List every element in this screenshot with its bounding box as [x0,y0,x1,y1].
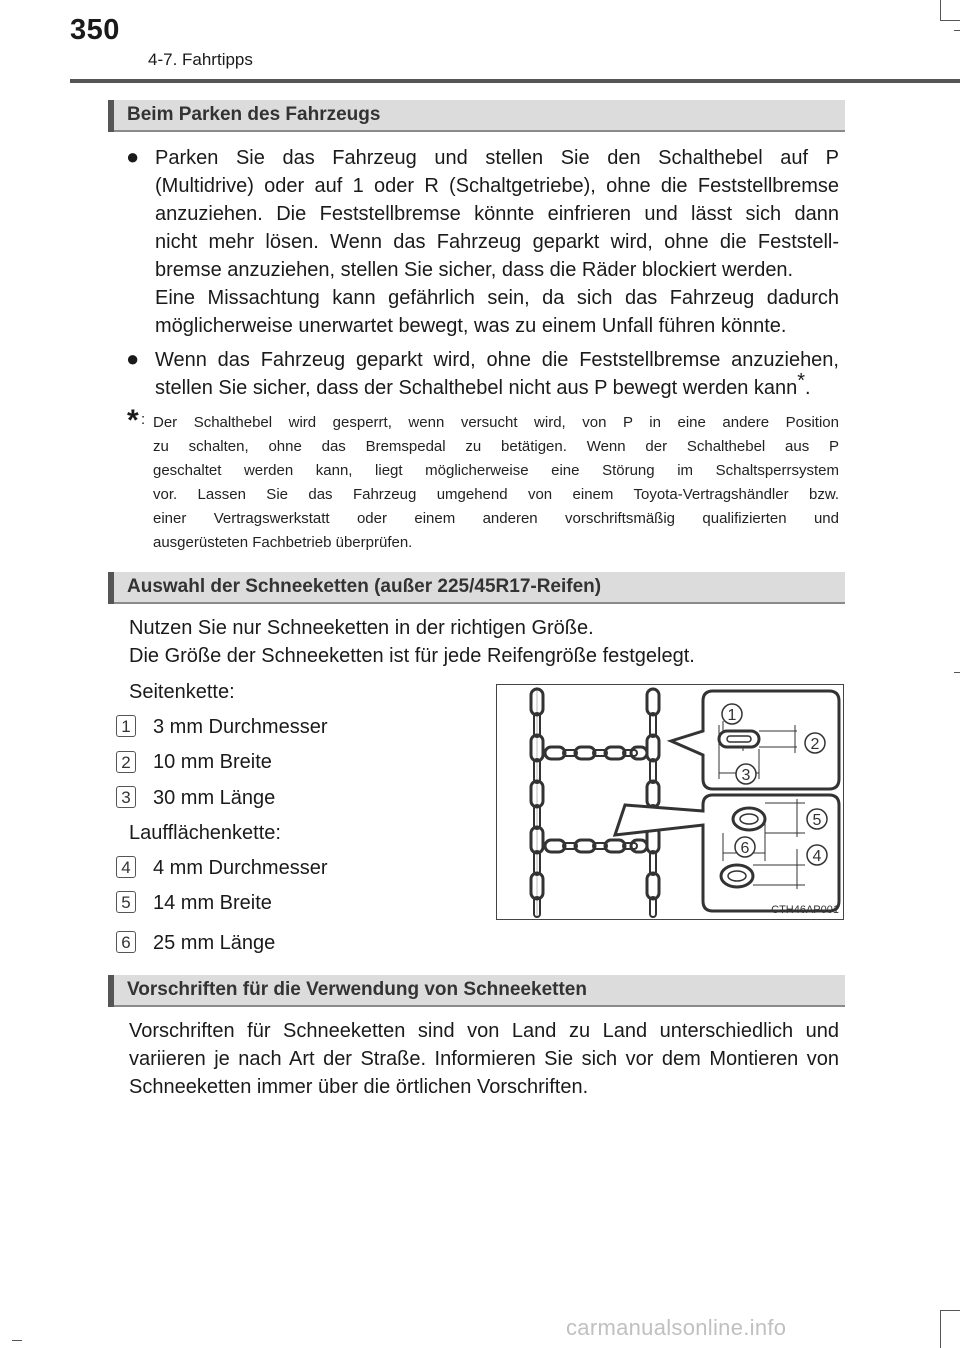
bullet-icon: ● [126,144,140,169]
text-line [155,370,855,402]
footnote-line: Der Schalthebel wird gesperrt, wenn versucht wird, von P in eine andere Position [153,414,839,431]
intro-line: Die Größe der Schneeketten ist für jede Reifengröße festgelegt. [129,645,695,667]
spec-text: 4 mm Durchmesser [153,857,328,879]
footnote-line: ausgerüsteten Fachbetrieb überprüfen. [153,534,413,551]
text-line: Vorschriften für Schneeketten sind von Land zu Land unterschiedlich und [129,1020,839,1042]
intro-line: Nutzen Sie nur Schneeketten in der richtigen Größe. [129,617,594,639]
callout-number: 3 [741,767,751,784]
crop-mark [940,1310,941,1348]
crop-mark [954,30,960,31]
spec-text: 25 mm Länge [153,932,276,954]
callout-number: 6 [740,840,750,857]
text-line: Schneeketten immer über die örtlichen Vorschriften. [129,1076,589,1098]
crop-mark [954,672,960,673]
bullet-icon: ● [126,346,140,371]
text-line: (Multidrive) oder auf 1 oder R (Schaltgetriebe), ohne die Feststellbremse [155,175,839,197]
text-line: anzuziehen. Die Feststellbremse könnte einfrieren und lässt sich dann [155,203,839,225]
snow-chain-illustration [497,685,843,919]
text-line: Wenn das Fahrzeug geparkt wird, ohne die Feststellbremse anzuziehen, [155,349,839,371]
spec-number: 6 [116,931,136,953]
text-line: möglicherweise unerwartet bewegt, was zu einem Unfall führen könnte. [155,315,787,337]
figure-code: CTH46AP001 [771,904,839,916]
spec-number: 3 [116,786,136,808]
heading-bar [108,975,114,1007]
footnote-colon: : [141,411,146,428]
spec-text: 3 mm Durchmesser [153,716,328,738]
spec-number: 1 [116,715,136,737]
section-heading-parking [108,100,845,132]
chain-left [531,687,543,917]
footnote-line: vor. Lassen Sie das Fahrzeug umgehend von einem Toyota-Vertragshändler bzw. [153,486,839,503]
snow-chain-figure [496,684,844,920]
spec-number: 5 [116,891,136,913]
footnote-star: * [127,404,139,437]
cross-chain-lower [545,840,647,852]
watermark: carmanualsonline.info [566,1315,787,1340]
callout-side-chain [671,691,839,789]
callout-number: 4 [812,848,822,865]
section-title: Auswahl der Schneeketten (außer 225/45R17-Reifen) [127,576,602,597]
callout-number: 5 [812,812,822,829]
heading-bar [108,572,114,604]
section-title: Vorschriften für die Verwendung von Schneeketten [127,979,587,1000]
heading-bar [108,100,114,132]
tread-chain-label: Laufflächenkette: [129,822,281,844]
section-heading-regulations [108,975,845,1007]
spec-text: 10 mm Breite [153,751,272,773]
footnote-line: zu schalten, ohne das Bremspedal zu betätigen. Wenn der Schalthebel aus P [153,438,839,455]
spec-number: 2 [116,751,136,773]
text-line: nicht mehr lösen. Wenn das Fahrzeug geparkt wird, ohne die Feststell- [155,231,839,253]
text-line: Parken Sie das Fahrzeug und stellen Sie den Schalthebel auf P [155,147,839,169]
footnote-line: einer Vertragswerkstatt oder einem anderen vorschriftsmäßig qualifizierten und [153,510,839,527]
crop-mark [940,0,941,20]
text-line: variieren je nach Art der Straße. Informieren Sie sich vor dem Montieren von [129,1048,839,1070]
crop-mark [12,1340,22,1341]
crop-mark [940,20,960,21]
footnote-marker: * [797,370,806,392]
callout-number: 2 [810,736,820,753]
chapter-title: 4-7. Fahrtipps [148,50,253,69]
section-title: Beim Parken des Fahrzeugs [127,104,381,125]
crop-mark [940,1310,960,1311]
cross-chain-upper [545,747,647,759]
text-line: bremse anzuziehen, stellen Sie sicher, dass die Räder blockiert werden. [155,259,794,281]
header-rule [70,79,960,83]
page-number: 350 [70,14,120,46]
section-heading-snow-chains [108,572,845,604]
text-line: Eine Missachtung kann gefährlich sein, da sich das Fahrzeug dadurch [155,287,839,309]
callout-number: 1 [727,707,737,724]
spec-text: 14 mm Breite [153,892,272,914]
text-span: stellen Sie sicher, dass der Schalthebel nicht aus P bewegt werden kann [155,377,798,399]
side-chain-label: Seitenkette: [129,681,235,703]
spec-number: 4 [116,856,136,878]
footnote-line: geschaltet werden kann, liegt möglicherweise eine Störung im Schaltsperrsystem [153,462,839,479]
spec-text: 30 mm Länge [153,787,276,809]
chain-right [647,689,659,917]
text-span: . [805,377,811,399]
